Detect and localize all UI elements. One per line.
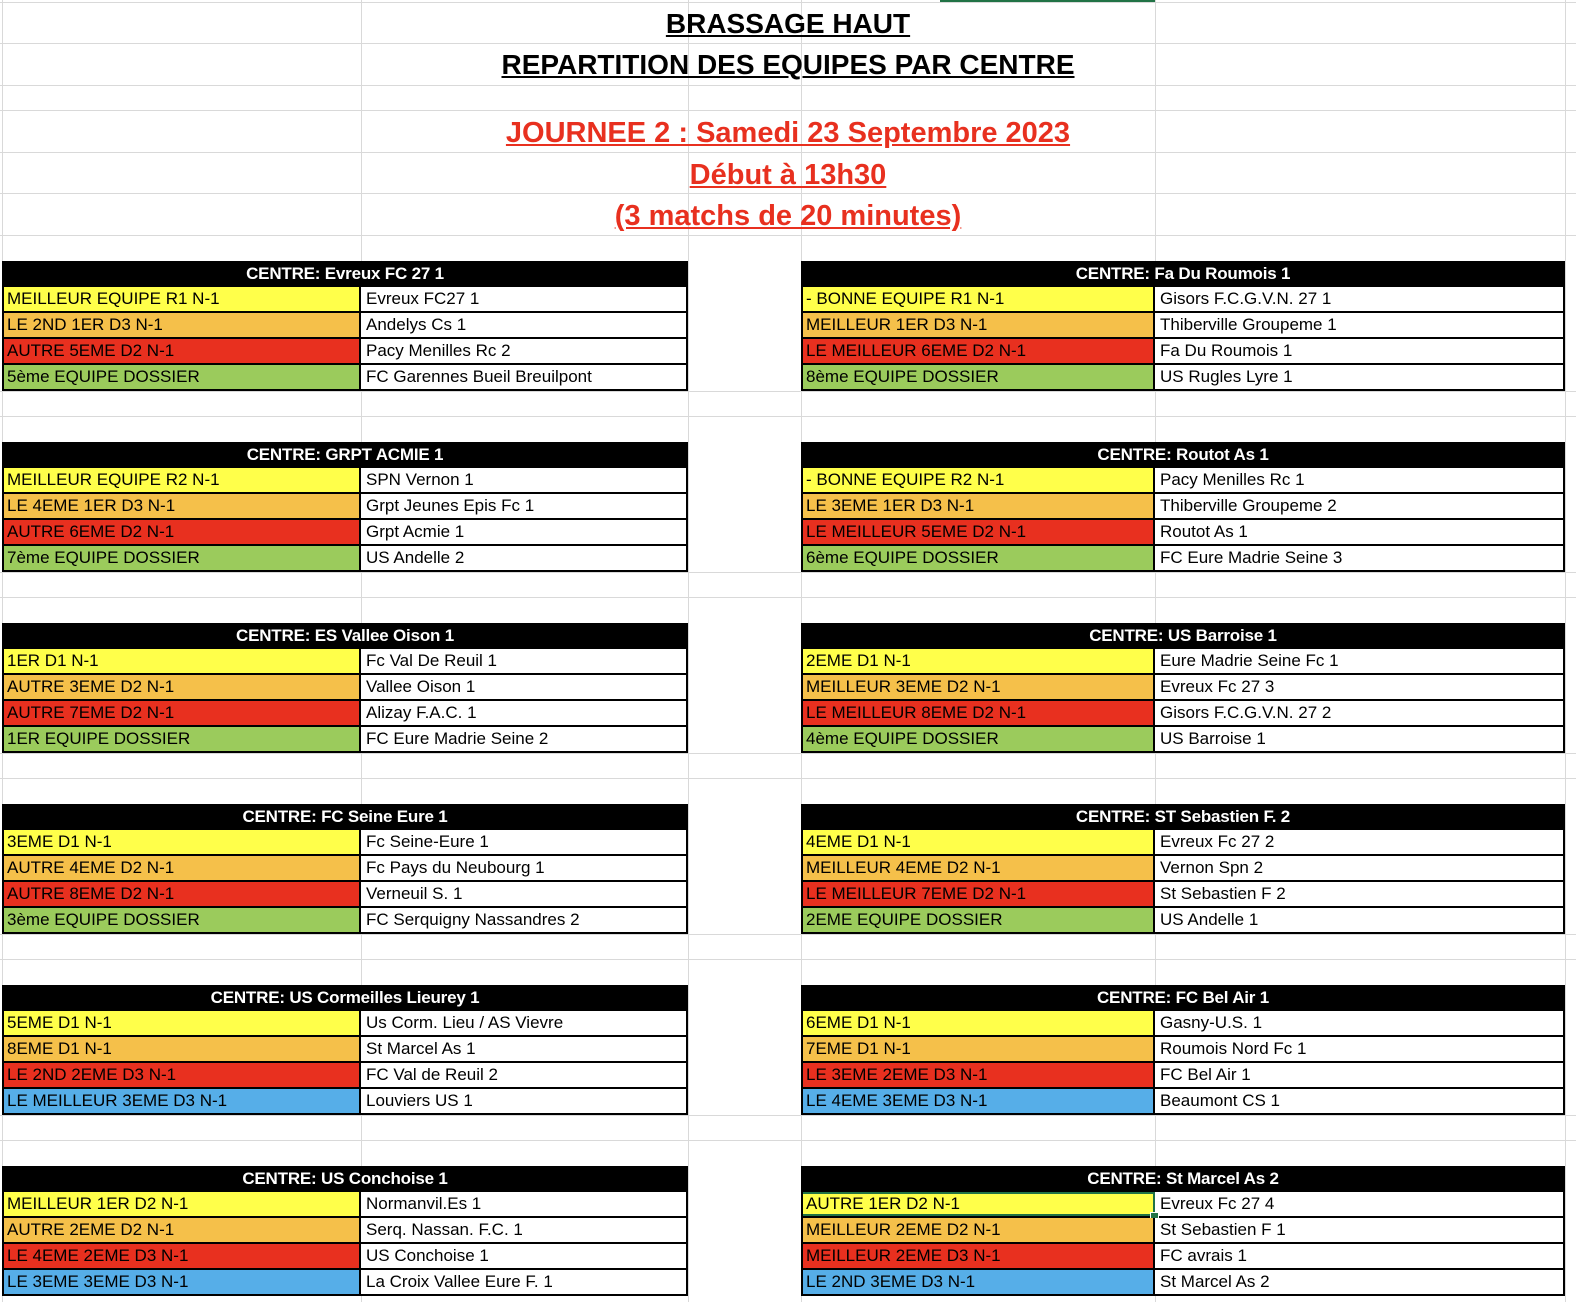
gridline [0,934,1576,935]
team-cell[interactable]: La Croix Vallee Eure F. 1 [361,1270,688,1294]
team-cell[interactable]: Eure Madrie Seine Fc 1 [1155,649,1565,673]
centre-block [801,985,1565,1115]
table-row [801,1218,1565,1244]
team-cell[interactable]: St Marcel As 2 [1155,1270,1565,1294]
centre-header[interactable]: CENTRE: Evreux FC 27 1 [2,261,688,287]
category-cell[interactable]: AUTRE 3EME D2 N-1 [2,675,361,699]
table-row [2,701,688,727]
category-cell[interactable]: LE MEILLEUR 6EME D2 N-1 [801,339,1155,363]
centre-block [2,804,688,934]
team-cell[interactable]: US Barroise 1 [1155,727,1565,751]
centre-block [801,261,1565,391]
table-row [801,1244,1565,1270]
team-cell[interactable]: Thiberville Groupeme 1 [1155,313,1565,337]
sheet-subtitle: REPARTITION DES EQUIPES PAR CENTRE [501,49,1075,80]
table-row [2,339,688,365]
table-row [2,882,688,908]
centre-header[interactable]: CENTRE: St Marcel As 2 [801,1166,1565,1192]
centre-block [801,804,1565,934]
gridline [0,959,1576,960]
centre-header[interactable]: CENTRE: US Cormeilles Lieurey 1 [2,985,688,1011]
centre-header[interactable]: CENTRE: US Conchoise 1 [2,1166,688,1192]
table-row [801,830,1565,856]
table-row [2,494,688,520]
category-cell[interactable]: 6EME D1 N-1 [801,1011,1155,1035]
centre-block [2,985,688,1115]
table-row [801,882,1565,908]
table-row [801,727,1565,753]
team-cell[interactable]: Evreux Fc 27 3 [1155,675,1565,699]
category-cell[interactable]: AUTRE 2EME D2 N-1 [2,1218,361,1242]
table-row [801,701,1565,727]
gridline [0,778,1576,779]
category-cell[interactable]: LE 3EME 3EME D3 N-1 [2,1270,361,1294]
table-row [801,1011,1565,1037]
team-cell[interactable]: Normanvil.Es 1 [361,1192,688,1216]
category-cell[interactable]: MEILLEUR EQUIPE R2 N-1 [2,468,361,492]
team-cell[interactable]: Grpt Acmie 1 [361,520,688,544]
team-cell[interactable]: Gasny-U.S. 1 [1155,1011,1565,1035]
category-cell[interactable]: MEILLEUR 3EME D2 N-1 [801,675,1155,699]
table-row [801,313,1565,339]
gridline [0,416,1576,417]
table-row [2,1089,688,1115]
table-row [801,546,1565,572]
category-cell[interactable]: AUTRE 7EME D2 N-1 [2,701,361,725]
match-format: (3 matchs de 20 minutes) [614,200,962,232]
category-cell[interactable]: LE 2ND 3EME D3 N-1 [801,1270,1155,1294]
category-cell[interactable]: - BONNE EQUIPE R1 N-1 [801,287,1155,311]
gridline [0,572,1576,573]
team-cell[interactable]: US Andelle 2 [361,546,688,570]
team-cell[interactable]: Fc Seine-Eure 1 [361,830,688,854]
centre-header[interactable]: CENTRE: FC Bel Air 1 [801,985,1565,1011]
category-cell[interactable]: MEILLEUR 2EME D3 N-1 [801,1244,1155,1268]
category-cell[interactable]: 2EME D1 N-1 [801,649,1155,673]
team-cell[interactable]: FC avrais 1 [1155,1244,1565,1268]
team-cell[interactable]: Serq. Nassan. F.C. 1 [361,1218,688,1242]
table-row [801,287,1565,313]
team-cell[interactable]: US Rugles Lyre 1 [1155,365,1565,389]
table-row [2,908,688,934]
category-cell[interactable]: 4ème EQUIPE DOSSIER [801,727,1155,751]
category-cell[interactable]: - BONNE EQUIPE R2 N-1 [801,468,1155,492]
table-row [2,830,688,856]
category-cell[interactable]: LE MEILLEUR 8EME D2 N-1 [801,701,1155,725]
table-row [801,908,1565,934]
table-row [801,1089,1565,1115]
team-cell[interactable]: FC Eure Madrie Seine 3 [1155,546,1565,570]
table-row [801,1270,1565,1296]
category-cell[interactable]: MEILLEUR 4EME D2 N-1 [801,856,1155,880]
category-cell[interactable]: 8EME D1 N-1 [2,1037,361,1061]
team-cell[interactable]: Us Corm. Lieu / AS Vievre [361,1011,688,1035]
table-row [2,1011,688,1037]
centre-header[interactable]: CENTRE: FC Seine Eure 1 [2,804,688,830]
category-cell[interactable]: 1ER D1 N-1 [2,649,361,673]
team-cell[interactable]: US Conchoise 1 [361,1244,688,1268]
table-row [2,649,688,675]
category-cell[interactable]: AUTRE 8EME D2 N-1 [2,882,361,906]
gridline [0,1115,1576,1116]
table-row [801,339,1565,365]
category-cell[interactable]: LE 2ND 1ER D3 N-1 [2,313,361,337]
table-row [801,494,1565,520]
team-cell[interactable]: Andelys Cs 1 [361,313,688,337]
table-row [801,468,1565,494]
category-cell[interactable]: MEILLEUR 1ER D2 N-1 [2,1192,361,1216]
gridline [0,1140,1576,1141]
team-cell[interactable]: Verneuil S. 1 [361,882,688,906]
team-cell[interactable]: Routot As 1 [1155,520,1565,544]
category-cell[interactable]: 6ème EQUIPE DOSSIER [801,546,1155,570]
gridline [0,753,1576,754]
category-cell[interactable]: 2EME EQUIPE DOSSIER [801,908,1155,932]
centre-header[interactable]: CENTRE: ES Vallee Oison 1 [2,623,688,649]
centre-block [2,623,688,753]
category-cell[interactable]: LE MEILLEUR 3EME D3 N-1 [2,1089,361,1113]
team-cell[interactable]: St Sebastien F 2 [1155,882,1565,906]
journee-date: JOURNEE 2 : Samedi 23 Septembre 2023 [505,117,1071,149]
category-cell[interactable]: 4EME D1 N-1 [801,830,1155,854]
category-cell[interactable]: LE 4EME 1ER D3 N-1 [2,494,361,518]
centre-block [2,1166,688,1296]
table-row [2,520,688,546]
gridline [0,110,1576,111]
category-cell[interactable]: MEILLEUR EQUIPE R1 N-1 [2,287,361,311]
table-row [2,1063,688,1089]
table-row [2,287,688,313]
team-cell[interactable]: Gisors F.C.G.V.N. 27 2 [1155,701,1565,725]
centre-block [2,442,688,572]
table-row [801,1192,1565,1218]
table-row [801,365,1565,391]
table-row [2,468,688,494]
category-cell[interactable]: LE 4EME 3EME D3 N-1 [801,1089,1155,1113]
team-cell[interactable]: FC Serquigny Nassandres 2 [361,908,688,932]
category-cell[interactable]: LE 4EME 2EME D3 N-1 [2,1244,361,1268]
category-cell[interactable]: LE 2ND 2EME D3 N-1 [2,1063,361,1087]
category-cell[interactable]: AUTRE 6EME D2 N-1 [2,520,361,544]
team-cell[interactable]: FC Bel Air 1 [1155,1063,1565,1087]
table-row [801,1037,1565,1063]
centre-header[interactable]: CENTRE: Routot As 1 [801,442,1565,468]
table-row [801,856,1565,882]
category-cell[interactable]: AUTRE 4EME D2 N-1 [2,856,361,880]
category-cell[interactable]: 5EME D1 N-1 [2,1011,361,1035]
team-cell[interactable]: Evreux FC27 1 [361,287,688,311]
team-cell[interactable]: Gisors F.C.G.V.N. 27 1 [1155,287,1565,311]
table-row [2,365,688,391]
table-row [2,856,688,882]
category-cell[interactable]: 1ER EQUIPE DOSSIER [2,727,361,751]
team-cell[interactable]: St Marcel As 1 [361,1037,688,1061]
team-cell[interactable]: Alizay F.A.C. 1 [361,701,688,725]
gridline [0,2,1576,3]
category-cell[interactable]: LE MEILLEUR 5EME D2 N-1 [801,520,1155,544]
table-row [801,649,1565,675]
team-cell[interactable]: Thiberville Groupeme 2 [1155,494,1565,518]
table-row [2,1244,688,1270]
sheet-title: BRASSAGE HAUT [665,8,911,39]
team-cell[interactable]: Pacy Menilles Rc 1 [1155,468,1565,492]
category-cell[interactable]: LE 3EME 2EME D3 N-1 [801,1063,1155,1087]
table-row [2,546,688,572]
category-cell[interactable]: AUTRE 1ER D2 N-1 [801,1192,1155,1216]
gridline [0,597,1576,598]
team-cell[interactable]: Roumois Nord Fc 1 [1155,1037,1565,1061]
table-row [801,1063,1565,1089]
team-cell[interactable]: SPN Vernon 1 [361,468,688,492]
table-row [2,1037,688,1063]
team-cell[interactable]: Fc Pays du Neubourg 1 [361,856,688,880]
centre-header[interactable]: CENTRE: GRPT ACMIE 1 [2,442,688,468]
team-cell[interactable]: Vallee Oison 1 [361,675,688,699]
category-cell[interactable]: 8ème EQUIPE DOSSIER [801,365,1155,389]
team-cell[interactable]: St Sebastien F 1 [1155,1218,1565,1242]
team-cell[interactable]: Grpt Jeunes Epis Fc 1 [361,494,688,518]
category-cell[interactable]: 7ème EQUIPE DOSSIER [2,546,361,570]
category-cell[interactable]: 3ème EQUIPE DOSSIER [2,908,361,932]
table-row [2,1270,688,1296]
table-row [2,1192,688,1218]
category-cell[interactable]: MEILLEUR 2EME D2 N-1 [801,1218,1155,1242]
table-row [2,1218,688,1244]
team-cell[interactable]: Evreux Fc 27 2 [1155,830,1565,854]
category-cell[interactable]: 7EME D1 N-1 [801,1037,1155,1061]
centre-header[interactable]: CENTRE: Fa Du Roumois 1 [801,261,1565,287]
category-cell[interactable]: 3EME D1 N-1 [2,830,361,854]
table-row [801,520,1565,546]
team-cell[interactable]: FC Eure Madrie Seine 2 [361,727,688,751]
gridline [0,43,1576,44]
gridline [0,85,1576,86]
team-cell[interactable]: Evreux Fc 27 4 [1155,1192,1565,1216]
centre-block [801,442,1565,572]
category-cell[interactable]: LE 3EME 1ER D3 N-1 [801,494,1155,518]
category-cell[interactable]: MEILLEUR 1ER D3 N-1 [801,313,1155,337]
team-cell[interactable]: FC Garennes Bueil Breuilpont [361,365,688,389]
team-cell[interactable]: Beaumont CS 1 [1155,1089,1565,1113]
team-cell[interactable]: Fc Val De Reuil 1 [361,649,688,673]
category-cell[interactable]: 5ème EQUIPE DOSSIER [2,365,361,389]
table-row [2,313,688,339]
table-row [801,675,1565,701]
team-cell[interactable]: Fa Du Roumois 1 [1155,339,1565,363]
centre-block [801,623,1565,753]
gridline [0,391,1576,392]
team-cell[interactable]: US Andelle 1 [1155,908,1565,932]
category-cell[interactable]: LE MEILLEUR 7EME D2 N-1 [801,882,1155,906]
start-time: Début à 13h30 [689,159,887,191]
centre-block [2,261,688,391]
team-cell[interactable]: FC Val de Reuil 2 [361,1063,688,1087]
team-cell[interactable]: Pacy Menilles Rc 2 [361,339,688,363]
centre-header[interactable]: CENTRE: ST Sebastien F. 2 [801,804,1565,830]
centre-block [801,1166,1565,1296]
category-cell[interactable]: AUTRE 5EME D2 N-1 [2,339,361,363]
table-row [2,675,688,701]
table-row [2,727,688,753]
centre-header[interactable]: CENTRE: US Barroise 1 [801,623,1565,649]
team-cell[interactable]: Louviers US 1 [361,1089,688,1113]
team-cell[interactable]: Vernon Spn 2 [1155,856,1565,880]
